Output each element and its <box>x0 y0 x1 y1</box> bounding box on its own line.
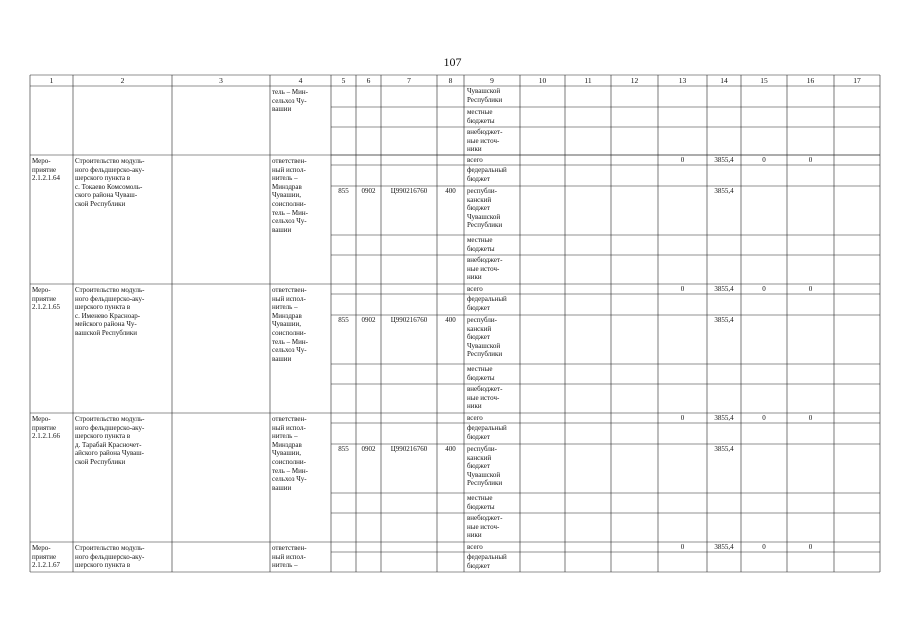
funding-source-cell: федеральный бюджет <box>467 553 507 570</box>
grbs-code: 855 <box>338 316 349 324</box>
funding-source-cell: внебюджет- ные источ- ники <box>467 514 503 540</box>
column-header: 9 <box>490 76 494 85</box>
value-cell: 0 <box>808 543 813 551</box>
column-header: 6 <box>366 76 371 85</box>
grbs-code: 855 <box>338 187 349 195</box>
value-cell: 0 <box>808 285 813 293</box>
activity-code: Меро- приятие 2.1.2.1.66 <box>32 415 60 441</box>
activity-description: Строительство модуль- ного фельдшерско-аку- шерского пункта в с. Именево Краснoар- мейского района Чу- вашской Республики <box>75 286 145 337</box>
value-cell: 0 <box>808 156 813 164</box>
vr-code: 400 <box>445 187 456 195</box>
activity-description: Строительство модуль- ного фельдшерско-аку- шерского пункта в с. Токаево Комсомоль- ского района Чуваш- ской Республики <box>75 157 145 208</box>
csr-code: Ц990216760 <box>390 445 428 453</box>
funding-source-cell: федеральный бюджет <box>467 166 507 183</box>
column-header: 16 <box>806 76 815 85</box>
rzpr-code: 0902 <box>361 187 376 195</box>
value-cell: 0 <box>680 156 685 164</box>
executor-cell: ответствен- ный испол- нитель – Минздрав Чувашии, соисполни- тель – Мин- сельхоз Чу- вашии <box>272 157 308 234</box>
activity-description: Строительство модуль- ного фельдшерско-аку- шерского пункта в <box>75 544 145 570</box>
funding-source-cell: федеральный бюджет <box>467 295 507 312</box>
value-cell: 3855,4 <box>714 187 734 195</box>
value-cell: 0 <box>680 543 685 551</box>
column-header: 4 <box>298 76 303 85</box>
value-cell: 0 <box>808 414 813 422</box>
csr-code: Ц990216760 <box>390 316 428 324</box>
funding-source-cell: всего <box>467 156 483 164</box>
executor-cell: ответствен- ный испол- нитель – Минздрав Чувашии, соисполни- тель – Мин- сельхоз Чу- вашии <box>272 286 308 363</box>
column-header: 11 <box>584 76 592 85</box>
column-header: 2 <box>120 76 125 85</box>
vr-code: 400 <box>445 445 456 453</box>
value-cell: 0 <box>762 414 766 422</box>
funding-source-cell: республи- канский бюджет Чувашской Республики <box>467 445 503 488</box>
activity-description: Строительство модуль- ного фельдшерско-аку- шерского пункта в д. Тарабай Красночет- айского района Чуваш- ской Республики <box>75 415 145 466</box>
value-cell: 3855,4 <box>714 445 734 453</box>
funding-source-cell: всего <box>467 285 483 293</box>
activity-code: Меро- приятие 2.1.2.1.67 <box>32 544 60 570</box>
rzpr-code: 0902 <box>361 316 376 324</box>
funding-source-cell: местные бюджеты <box>467 365 495 382</box>
page-number: 107 <box>443 55 462 69</box>
value-cell: 0 <box>680 414 685 422</box>
value-cell: 0 <box>762 543 766 551</box>
funding-source-cell: местные бюджеты <box>467 494 495 511</box>
funding-source-cell: внебюджет- ные источ- ники <box>467 256 503 282</box>
funding-source-cell: республи- канский бюджет Чувашской Республики <box>467 187 503 230</box>
funding-source-cell: Чувашской Республики <box>467 87 503 104</box>
value-cell: 0 <box>762 285 766 293</box>
funding-source-cell: всего <box>467 414 483 422</box>
value-cell: 3855,4 <box>714 156 734 164</box>
value-cell: 3855,4 <box>714 285 734 293</box>
column-header: 12 <box>630 76 639 85</box>
funding-source-cell: всего <box>467 543 483 551</box>
column-header: 1 <box>49 76 54 85</box>
funding-source-cell: местные бюджеты <box>467 108 495 125</box>
value-cell: 0 <box>762 156 766 164</box>
column-header: 5 <box>341 76 346 85</box>
column-header: 15 <box>760 76 768 85</box>
column-header: 13 <box>678 76 687 85</box>
executor-cell: ответствен- ный испол- нитель – <box>272 544 307 570</box>
executor-cell: тель – Мин- сельхоз Чу- вашии <box>272 88 308 114</box>
csr-code: Ц990216760 <box>390 187 428 195</box>
value-cell: 0 <box>680 285 685 293</box>
rzpr-code: 0902 <box>361 445 376 453</box>
value-cell: 3855,4 <box>714 316 734 324</box>
value-cell: 3855,4 <box>714 543 734 551</box>
grbs-code: 855 <box>338 445 349 453</box>
column-header: 8 <box>448 76 453 85</box>
column-header: 3 <box>219 76 223 85</box>
funding-source-cell: федеральный бюджет <box>467 424 507 441</box>
column-header: 17 <box>853 76 861 85</box>
column-header: 7 <box>407 76 411 85</box>
activity-code: Меро- приятие 2.1.2.1.64 <box>32 157 60 183</box>
column-header: 10 <box>538 76 547 85</box>
value-cell: 3855,4 <box>714 414 734 422</box>
activity-code: Меро- приятие 2.1.2.1.65 <box>32 286 60 312</box>
funding-source-cell: внебюджет- ные источ- ники <box>467 385 503 411</box>
funding-source-cell: республи- канский бюджет Чувашской Республики <box>467 316 503 359</box>
vr-code: 400 <box>445 316 456 324</box>
executor-cell: ответствен- ный испол- нитель – Минздрав Чувашии, соисполни- тель – Мин- сельхоз Чу- вашии <box>272 415 308 492</box>
funding-source-cell: внебюджет- ные источ- ники <box>467 128 503 154</box>
funding-source-cell: местные бюджеты <box>467 236 495 253</box>
column-header: 14 <box>720 76 728 85</box>
